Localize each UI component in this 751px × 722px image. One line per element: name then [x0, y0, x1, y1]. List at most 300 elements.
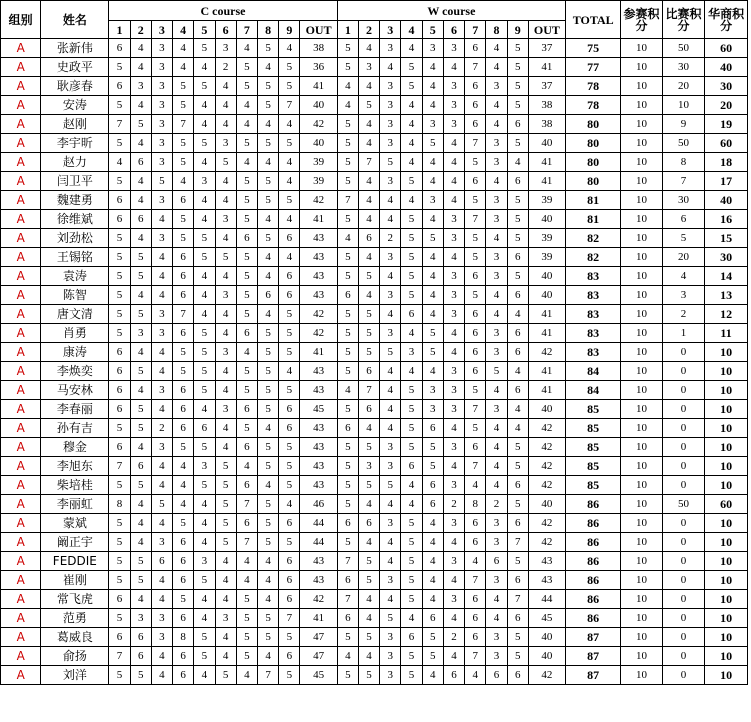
participation-points: 10	[621, 495, 662, 514]
c-hole-8-score: 4	[257, 210, 278, 229]
table-row	[1, 229, 748, 248]
w-hole-6-score: 3	[443, 267, 464, 286]
c-hole-3-score: 5	[151, 495, 172, 514]
huashang-points: 30	[705, 77, 748, 96]
participation-points: 10	[621, 39, 662, 58]
c-hole-4-score: 6	[173, 191, 194, 210]
c-hole-1-score: 5	[109, 134, 130, 153]
w-hole-1-score: 4	[337, 381, 358, 400]
group-cell: A	[1, 305, 41, 324]
c-hole-5-score: 5	[194, 438, 215, 457]
participation-points: 10	[621, 96, 662, 115]
c-hole-6-score: 5	[215, 533, 236, 552]
c-hole-8-score: 5	[257, 628, 278, 647]
huashang-points: 12	[705, 305, 748, 324]
c-hole-9-score: 6	[279, 647, 300, 666]
huashang-points: 10	[705, 400, 748, 419]
player-name: 唐文清	[41, 305, 109, 324]
c-hole-8-header: 8	[257, 21, 278, 39]
w-hole-9-score: 7	[507, 533, 528, 552]
group-cell: A	[1, 457, 41, 476]
c-hole-3-score: 4	[151, 267, 172, 286]
c-out-header: OUT	[300, 21, 337, 39]
w-hole-2-score: 5	[358, 343, 379, 362]
w-hole-4-score: 4	[401, 134, 422, 153]
huashang-points: 40	[705, 58, 748, 77]
c-hole-1-score: 4	[109, 153, 130, 172]
c-hole-6-header: 6	[215, 21, 236, 39]
participation-points: 10	[621, 267, 662, 286]
c-hole-7-score: 5	[236, 267, 257, 286]
w-out-score: 39	[528, 229, 565, 248]
total-score: 83	[566, 286, 621, 305]
w-hole-8-score: 3	[486, 647, 507, 666]
c-hole-4-score: 5	[173, 134, 194, 153]
w-out-score: 40	[528, 400, 565, 419]
c-hole-4-score: 8	[173, 628, 194, 647]
w-hole-3-score: 4	[380, 58, 401, 77]
w-hole-6-score: 3	[443, 286, 464, 305]
w-hole-1-score: 5	[337, 39, 358, 58]
w-out-score: 39	[528, 248, 565, 267]
c-hole-3-score: 4	[151, 286, 172, 305]
w-hole-2-score: 5	[358, 305, 379, 324]
w-out-score: 41	[528, 58, 565, 77]
c-hole-2-score: 4	[130, 286, 151, 305]
match-points: 0	[662, 552, 704, 571]
c-hole-8-score: 5	[257, 134, 278, 153]
c-hole-8-score: 5	[257, 438, 278, 457]
w-hole-9-score: 4	[507, 305, 528, 324]
w-hole-7-score: 6	[465, 514, 486, 533]
w-hole-1-header: 1	[337, 21, 358, 39]
c-hole-9-score: 5	[279, 191, 300, 210]
table-row	[1, 590, 748, 609]
w-hole-9-score: 6	[507, 115, 528, 134]
w-hole-1-score: 5	[337, 172, 358, 191]
c-hole-6-score: 4	[215, 381, 236, 400]
c-hole-9-score: 4	[279, 210, 300, 229]
player-name: 李春丽	[41, 400, 109, 419]
c-hole-4-score: 5	[173, 229, 194, 248]
w-hole-9-score: 6	[507, 286, 528, 305]
w-hole-1-score: 5	[337, 210, 358, 229]
c-hole-2-score: 4	[130, 172, 151, 191]
c-hole-6-score: 5	[215, 514, 236, 533]
w-hole-8-score: 5	[486, 362, 507, 381]
w-hole-2-score: 5	[358, 666, 379, 685]
total-score: 77	[566, 58, 621, 77]
c-hole-5-score: 4	[194, 305, 215, 324]
w-hole-7-score: 6	[465, 305, 486, 324]
w-hole-4-score: 5	[401, 533, 422, 552]
group-cell: A	[1, 96, 41, 115]
w-hole-2-score: 4	[358, 419, 379, 438]
w-out-score: 43	[528, 571, 565, 590]
w-hole-9-score: 5	[507, 58, 528, 77]
w-hole-8-score: 4	[486, 476, 507, 495]
w-hole-1-score: 5	[337, 343, 358, 362]
c-hole-5-score: 4	[194, 590, 215, 609]
w-hole-3-score: 3	[380, 286, 401, 305]
w-hole-3-score: 3	[380, 647, 401, 666]
w-hole-2-score: 4	[358, 77, 379, 96]
w-hole-8-score: 4	[486, 590, 507, 609]
w-hole-7-score: 6	[465, 628, 486, 647]
c-out-score: 43	[300, 362, 337, 381]
huashang-points: 13	[705, 286, 748, 305]
w-hole-7-score: 5	[465, 153, 486, 172]
w-hole-2-score: 5	[358, 476, 379, 495]
table-row	[1, 343, 748, 362]
player-name: 俞扬	[41, 647, 109, 666]
c-hole-3-score: 2	[151, 419, 172, 438]
w-hole-1-score: 6	[337, 286, 358, 305]
c-hole-4-header: 4	[173, 21, 194, 39]
c-hole-4-score: 6	[173, 267, 194, 286]
c-out-score: 39	[300, 153, 337, 172]
c-hole-7-score: 5	[236, 191, 257, 210]
participation-points: 10	[621, 438, 662, 457]
c-hole-4-score: 5	[173, 438, 194, 457]
w-hole-5-score: 5	[422, 438, 443, 457]
w-hole-8-score: 3	[486, 153, 507, 172]
w-hole-6-score: 3	[443, 210, 464, 229]
header-huashang-points: 华商积分	[705, 1, 748, 39]
w-hole-3-score: 3	[380, 248, 401, 267]
w-hole-4-score: 5	[401, 571, 422, 590]
c-hole-1-score: 5	[109, 514, 130, 533]
w-hole-5-score: 4	[422, 305, 443, 324]
w-hole-8-score: 3	[486, 134, 507, 153]
c-hole-3-score: 3	[151, 628, 172, 647]
total-score: 78	[566, 77, 621, 96]
table-row	[1, 191, 748, 210]
w-hole-1-score: 5	[337, 362, 358, 381]
w-hole-9-score: 5	[507, 39, 528, 58]
c-hole-2-score: 4	[130, 134, 151, 153]
w-out-score: 40	[528, 267, 565, 286]
c-hole-7-score: 4	[236, 96, 257, 115]
c-out-score: 43	[300, 552, 337, 571]
w-hole-4-score: 4	[401, 609, 422, 628]
participation-points: 10	[621, 248, 662, 267]
w-out-score: 38	[528, 115, 565, 134]
total-score: 85	[566, 476, 621, 495]
participation-points: 10	[621, 628, 662, 647]
match-points: 50	[662, 39, 704, 58]
w-hole-7-score: 4	[465, 552, 486, 571]
c-hole-9-score: 4	[279, 39, 300, 58]
w-hole-9-header: 9	[507, 21, 528, 39]
participation-points: 10	[621, 552, 662, 571]
c-hole-9-score: 4	[279, 248, 300, 267]
w-hole-1-score: 5	[337, 533, 358, 552]
c-out-score: 41	[300, 210, 337, 229]
w-hole-9-score: 6	[507, 514, 528, 533]
c-hole-5-score: 4	[194, 533, 215, 552]
w-hole-8-score: 4	[486, 229, 507, 248]
w-hole-2-score: 4	[358, 248, 379, 267]
group-cell: A	[1, 400, 41, 419]
total-score: 86	[566, 495, 621, 514]
c-hole-2-score: 3	[130, 609, 151, 628]
c-out-score: 42	[300, 191, 337, 210]
w-hole-8-score: 4	[486, 305, 507, 324]
group-cell: A	[1, 438, 41, 457]
w-hole-9-score: 4	[507, 362, 528, 381]
c-hole-7-score: 5	[236, 77, 257, 96]
w-hole-6-score: 4	[443, 609, 464, 628]
w-hole-9-score: 6	[507, 172, 528, 191]
c-hole-1-score: 5	[109, 172, 130, 191]
w-hole-9-score: 5	[507, 267, 528, 286]
match-points: 20	[662, 77, 704, 96]
group-cell: A	[1, 324, 41, 343]
w-hole-7-score: 6	[465, 172, 486, 191]
w-hole-3-score: 3	[380, 172, 401, 191]
c-hole-4-score: 6	[173, 381, 194, 400]
huashang-points: 10	[705, 438, 748, 457]
c-hole-1-score: 5	[109, 305, 130, 324]
w-out-score: 42	[528, 476, 565, 495]
w-hole-1-score: 6	[337, 571, 358, 590]
w-hole-4-score: 4	[401, 476, 422, 495]
participation-points: 10	[621, 514, 662, 533]
w-hole-8-score: 4	[486, 115, 507, 134]
c-hole-7-score: 6	[236, 400, 257, 419]
c-hole-4-score: 5	[173, 153, 194, 172]
match-points: 0	[662, 647, 704, 666]
w-hole-6-score: 3	[443, 438, 464, 457]
w-out-score: 42	[528, 343, 565, 362]
c-hole-8-score: 5	[257, 172, 278, 191]
participation-points: 10	[621, 647, 662, 666]
c-hole-5-score: 5	[194, 647, 215, 666]
w-hole-9-score: 5	[507, 96, 528, 115]
header-total: TOTAL	[566, 1, 621, 39]
header-w-course: W course	[337, 1, 565, 21]
group-cell: A	[1, 419, 41, 438]
w-hole-6-score: 3	[443, 77, 464, 96]
c-hole-2-score: 5	[130, 248, 151, 267]
huashang-points: 10	[705, 533, 748, 552]
c-hole-1-score: 5	[109, 666, 130, 685]
w-hole-4-score: 5	[401, 438, 422, 457]
match-points: 7	[662, 172, 704, 191]
w-hole-6-score: 4	[443, 571, 464, 590]
c-hole-8-score: 4	[257, 115, 278, 134]
c-hole-4-score: 6	[173, 552, 194, 571]
w-hole-6-score: 3	[443, 400, 464, 419]
w-hole-5-score: 4	[422, 571, 443, 590]
c-hole-2-score: 5	[130, 400, 151, 419]
c-hole-9-score: 5	[279, 666, 300, 685]
w-hole-1-score: 6	[337, 609, 358, 628]
w-hole-7-score: 7	[465, 457, 486, 476]
c-hole-1-score: 6	[109, 628, 130, 647]
match-points: 0	[662, 571, 704, 590]
w-hole-8-score: 4	[486, 286, 507, 305]
w-hole-8-score: 4	[486, 609, 507, 628]
c-hole-7-score: 6	[236, 514, 257, 533]
w-out-score: 43	[528, 552, 565, 571]
table-row	[1, 286, 748, 305]
w-hole-5-score: 6	[422, 419, 443, 438]
total-score: 86	[566, 590, 621, 609]
w-hole-7-score: 6	[465, 77, 486, 96]
w-hole-5-score: 4	[422, 590, 443, 609]
w-hole-5-score: 4	[422, 153, 443, 172]
w-hole-4-score: 4	[401, 362, 422, 381]
player-name: 刘洋	[41, 666, 109, 685]
participation-points: 10	[621, 590, 662, 609]
w-hole-4-score: 4	[401, 495, 422, 514]
c-hole-7-score: 5	[236, 134, 257, 153]
c-hole-1-score: 5	[109, 609, 130, 628]
c-hole-3-score: 4	[151, 343, 172, 362]
w-hole-4-score: 6	[401, 628, 422, 647]
c-hole-5-score: 4	[194, 495, 215, 514]
participation-points: 10	[621, 153, 662, 172]
w-hole-6-score: 2	[443, 495, 464, 514]
table-row	[1, 457, 748, 476]
c-hole-8-score: 4	[257, 267, 278, 286]
w-hole-6-score: 4	[443, 248, 464, 267]
header-group: 组别	[1, 1, 41, 39]
c-hole-4-score: 4	[173, 58, 194, 77]
participation-points: 10	[621, 229, 662, 248]
w-hole-7-score: 8	[465, 495, 486, 514]
group-cell: A	[1, 381, 41, 400]
w-hole-8-score: 3	[486, 210, 507, 229]
c-hole-1-score: 6	[109, 77, 130, 96]
player-name: 常飞虎	[41, 590, 109, 609]
w-hole-8-score: 4	[486, 419, 507, 438]
w-hole-6-score: 3	[443, 381, 464, 400]
c-out-score: 41	[300, 609, 337, 628]
huashang-points: 10	[705, 666, 748, 685]
w-hole-9-score: 5	[507, 552, 528, 571]
c-hole-8-score: 4	[257, 571, 278, 590]
player-name: 赵刚	[41, 115, 109, 134]
w-hole-8-score: 3	[486, 267, 507, 286]
c-hole-2-score: 4	[130, 96, 151, 115]
c-hole-2-score: 6	[130, 457, 151, 476]
table-row	[1, 172, 748, 191]
total-score: 82	[566, 229, 621, 248]
w-hole-2-score: 4	[358, 172, 379, 191]
c-hole-4-score: 6	[173, 666, 194, 685]
c-hole-6-score: 5	[215, 495, 236, 514]
c-hole-4-score: 7	[173, 115, 194, 134]
c-hole-9-score: 5	[279, 533, 300, 552]
c-hole-6-score: 4	[215, 571, 236, 590]
w-hole-2-score: 4	[358, 210, 379, 229]
huashang-points: 60	[705, 495, 748, 514]
c-hole-1-score: 6	[109, 191, 130, 210]
group-cell: A	[1, 286, 41, 305]
c-out-score: 42	[300, 115, 337, 134]
group-cell: A	[1, 533, 41, 552]
w-hole-5-score: 3	[422, 400, 443, 419]
w-hole-5-score: 4	[422, 362, 443, 381]
c-hole-1-score: 7	[109, 115, 130, 134]
c-hole-6-score: 5	[215, 666, 236, 685]
w-hole-2-score: 5	[358, 571, 379, 590]
group-cell: A	[1, 153, 41, 172]
total-score: 86	[566, 533, 621, 552]
c-out-score: 42	[300, 590, 337, 609]
c-hole-2-score: 5	[130, 419, 151, 438]
c-hole-7-score: 4	[236, 571, 257, 590]
c-hole-2-score: 6	[130, 628, 151, 647]
c-hole-6-score: 4	[215, 362, 236, 381]
c-hole-4-score: 6	[173, 324, 194, 343]
huashang-points: 10	[705, 571, 748, 590]
c-hole-1-score: 5	[109, 324, 130, 343]
c-hole-6-score: 4	[215, 267, 236, 286]
c-hole-5-score: 5	[194, 362, 215, 381]
c-hole-1-score: 5	[109, 58, 130, 77]
c-hole-7-score: 5	[236, 362, 257, 381]
w-hole-9-score: 4	[507, 419, 528, 438]
c-hole-2-score: 3	[130, 324, 151, 343]
w-hole-2-score: 5	[358, 438, 379, 457]
w-hole-3-score: 3	[380, 666, 401, 685]
w-hole-6-score: 3	[443, 96, 464, 115]
participation-points: 10	[621, 191, 662, 210]
c-hole-4-score: 6	[173, 400, 194, 419]
huashang-points: 16	[705, 210, 748, 229]
c-hole-6-score: 2	[215, 58, 236, 77]
match-points: 0	[662, 400, 704, 419]
c-hole-5-score: 4	[194, 210, 215, 229]
c-hole-4-score: 6	[173, 647, 194, 666]
w-hole-4-score: 5	[401, 267, 422, 286]
c-hole-6-score: 4	[215, 324, 236, 343]
w-hole-2-score: 4	[358, 39, 379, 58]
participation-points: 10	[621, 343, 662, 362]
c-hole-5-score: 5	[194, 343, 215, 362]
w-hole-9-score: 6	[507, 324, 528, 343]
match-points: 1	[662, 324, 704, 343]
table-row	[1, 381, 748, 400]
group-cell: A	[1, 590, 41, 609]
match-points: 0	[662, 343, 704, 362]
participation-points: 10	[621, 609, 662, 628]
c-hole-1-score: 5	[109, 248, 130, 267]
w-hole-1-score: 6	[337, 514, 358, 533]
total-score: 80	[566, 172, 621, 191]
match-points: 50	[662, 495, 704, 514]
w-hole-6-score: 2	[443, 628, 464, 647]
c-out-score: 41	[300, 343, 337, 362]
player-name: 李旭东	[41, 457, 109, 476]
huashang-points: 10	[705, 362, 748, 381]
total-score: 86	[566, 609, 621, 628]
c-hole-9-score: 6	[279, 419, 300, 438]
c-hole-9-score: 4	[279, 115, 300, 134]
w-hole-5-score: 4	[422, 77, 443, 96]
c-hole-5-score: 4	[194, 153, 215, 172]
c-hole-8-score: 4	[257, 419, 278, 438]
c-hole-8-score: 5	[257, 609, 278, 628]
c-hole-5-score: 4	[194, 514, 215, 533]
huashang-points: 30	[705, 248, 748, 267]
c-hole-9-score: 5	[279, 324, 300, 343]
c-out-score: 43	[300, 571, 337, 590]
